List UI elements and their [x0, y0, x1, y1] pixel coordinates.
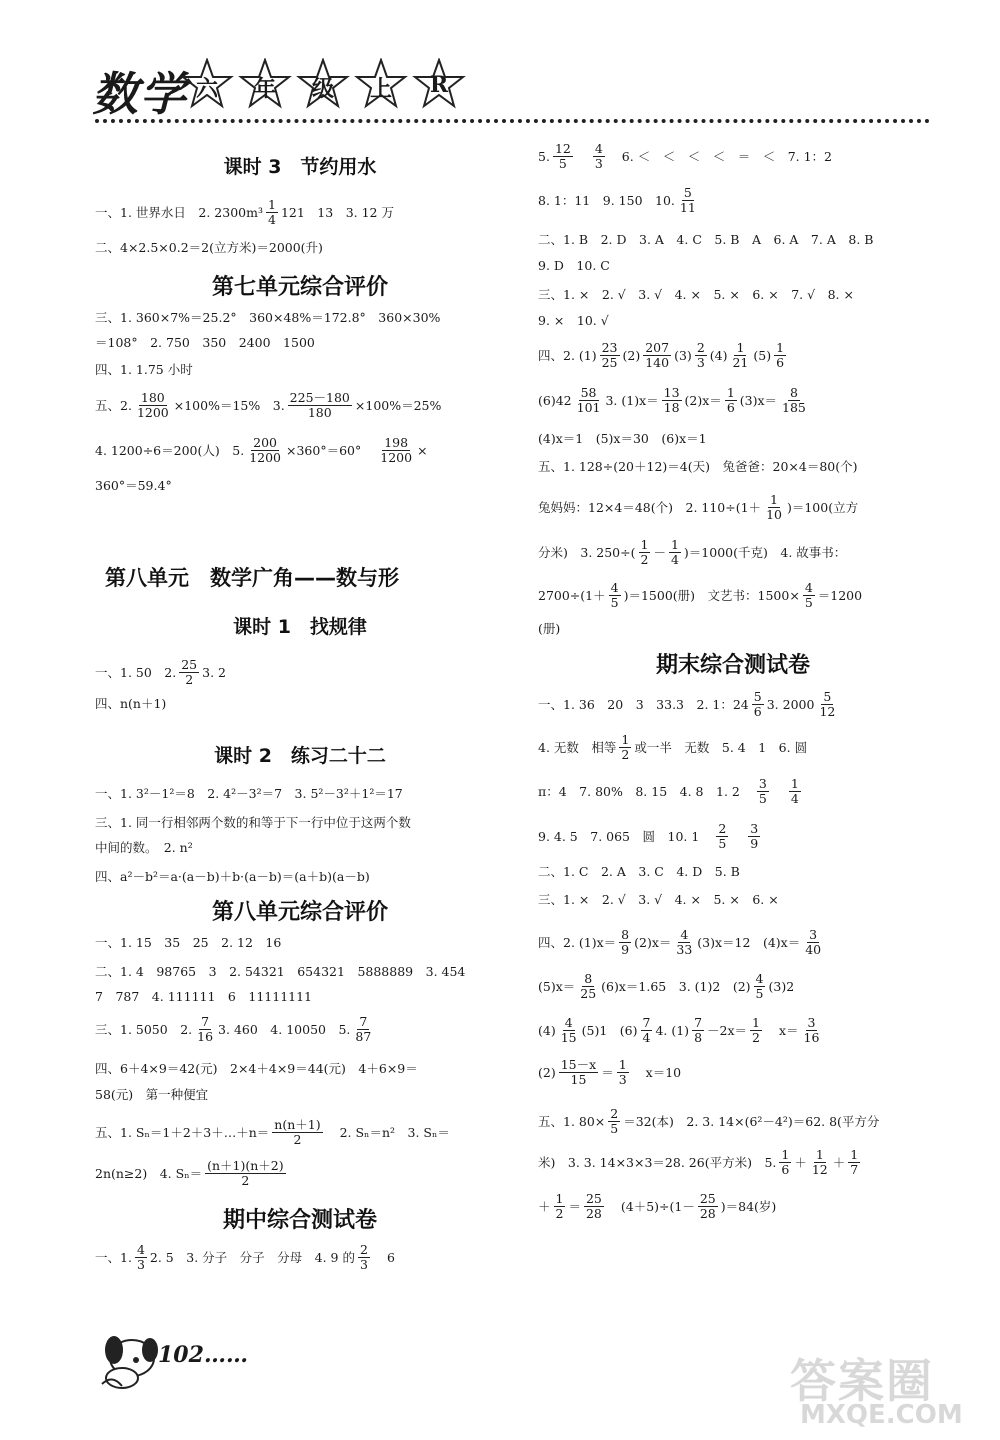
answer-line: 一、1. 世界水日 2. 2300m³ $\frac{1}{4}$ 121 13 3. 12 万	[95, 197, 394, 227]
answer-line: 二、1. B 2. D 3. A 4. C 5. B A 6. A 7. A 8. B	[538, 232, 874, 247]
star-badge	[238, 58, 292, 112]
answer-line: 58(元) 第一种便宜	[95, 1087, 209, 1102]
answer-line: 兔妈妈：12×4＝48(个) 2. 110÷(1＋ $\frac{1}{10}$ )＝100(立方	[538, 492, 859, 522]
answer-line: 三、1. 5050 2. $\frac{7}{16}$ 3. 460 4. 10050 5. $\frac{7}{87}$	[95, 1014, 372, 1044]
watermark-url: MXQE.COM	[800, 1400, 963, 1430]
answer-line: 三、1. 360×7%＝25.2° 360×48%＝172.8° 360×30%	[95, 310, 441, 325]
answer-line: 一、1. 15 35 25 2. 12 16	[95, 935, 282, 950]
answer-line: 四、a²－b²＝a·(a－b)＋b·(a－b)＝(a＋b)(a－b)	[95, 869, 370, 884]
answer-line: 二、1. 4 98765 3 2. 54321 654321 5888889 3. 454	[95, 964, 466, 979]
mascot-dog-icon	[92, 1330, 162, 1392]
section-title: 课时 2 练习二十二	[214, 745, 386, 767]
header-title: 数学	[92, 67, 188, 121]
answer-line: (4)x＝1 (5)x＝30 (6)x＝1	[538, 431, 707, 446]
answer-line: 三、1. × 2. √ 3. √ 4. × 5. × 6. × 7. √ 8. ×	[538, 287, 854, 302]
star-char: 年	[253, 76, 276, 102]
star-badge	[354, 58, 408, 112]
answer-line: 2n(n≥2) 4. Sₙ＝ $\frac{(n+1)(n+2)}{2}$	[95, 1158, 284, 1188]
answer-line: 2700÷(1＋ $\frac{4}{5}$ )＝1500(册) 文艺书：1500× $\frac{4}{5}$ ＝1200	[538, 580, 863, 610]
answer-line: ＝108° 2. 750 350 2400 1500	[95, 335, 315, 350]
answer-line: ＋ $\frac{1}{2}$ ＝ $\frac{25}{28}$ (4＋5)÷(1－ $\frac{25}{28}$ )＝84(岁)	[538, 1191, 777, 1221]
answer-line: 一、1. $\frac{4}{3}$ 2. 5 3. 分子 分子 分母 4. 9 的 $\frac{2}{3}$ 6	[95, 1242, 395, 1272]
answer-line: 5. $\frac{12}{5}$ $\frac{4}{3}$ 6. ＜ ＜ ＜ ＜ ＝ ＜ 7. 1：2	[538, 141, 833, 171]
answer-line: (5)x＝ $\frac{8}{25}$ (6)x＝1.65 3. (1)2 (2) $\frac{4}{5}$ (3)2	[538, 971, 795, 1001]
section-title: 期末综合测试卷	[655, 653, 810, 678]
section-title: 期中综合测试卷	[222, 1208, 377, 1233]
answer-line: 一、1. 50 2. $\frac{25}{2}$ 3. 2	[95, 657, 226, 687]
answer-line: 分米) 3. 250÷( $\frac{1}{2}$ － $\frac{1}{4}$ )＝1000(千克) 4. 故事书：	[538, 537, 847, 567]
answer-line: 三、1. 同一行相邻两个数的和等于下一行中位于这两个数	[95, 815, 411, 830]
answer-line: 9. 4. 5 7. 065 圆 10. 1 $\frac{2}{5}$ $\frac{3}{9}$	[538, 821, 759, 851]
section-title: 第七单元综合评价	[211, 275, 388, 300]
star-badge	[412, 58, 466, 112]
answer-line: 二、1. C 2. A 3. C 4. D 5. B	[538, 864, 740, 879]
unit-title: 第八单元 数学广角——数与形	[105, 566, 399, 590]
star-char: 六	[195, 76, 218, 102]
section-title: 课时 1 找规律	[233, 616, 367, 638]
section-title: 课时 3 节约用水	[223, 156, 377, 178]
star-badge	[180, 58, 234, 112]
answer-line: 五、1. 80× $\frac{2}{5}$ ＝32(本) 2. 3. 14×(6²－4²)＝62. 8(平方分	[538, 1106, 880, 1136]
answer-line: 7 787 4. 111111 6 11111111	[95, 989, 313, 1004]
star-badge	[296, 58, 350, 112]
header-divider	[95, 119, 930, 123]
answer-line: 4. 无数 相等 $\frac{1}{2}$ 或一半 无数 5. 4 1 6. 圆	[538, 732, 808, 762]
answer-line: (2) $\frac{15-x}{15}$ ＝ $\frac{1}{3}$ x＝10	[538, 1057, 682, 1087]
answer-line: 一、1. 36 20 3 33.3 2. 1：24 $\frac{5}{6}$ 3. 2000 $\frac{5}{12}$	[538, 689, 836, 719]
answer-line: 一、1. 3²－1²＝8 2. 4²－3²＝7 3. 5²－3²＋1²＝17	[95, 786, 403, 801]
answer-line: π：4 7. 80% 8. 15 4. 8 1. 2 $\frac{3}{5}$ $\frac{1}{4}$	[538, 776, 799, 806]
answer-line: 8. 1：11 9. 150 10. $\frac{5}{11}$	[538, 185, 696, 215]
page-number: 102……	[158, 1342, 248, 1368]
answer-line: 五、2. $\frac{180}{1200}$ ×100%＝15% 3. $\frac{225-180}{180}$ ×100%＝25%	[95, 390, 442, 420]
star-char: 上	[369, 76, 392, 102]
answer-line: 四、2. (1) $\frac{23}{25}$ (2) $\frac{207}{140}$ (3) $\frac{2}{3}$ (4) $\frac{1}{21}$ (5) $\frac{1}{6}$	[538, 340, 785, 370]
watermark-logo: 答案圈	[790, 1354, 934, 1408]
answer-line: (6)42 $\frac{58}{101}$ 3. (1)x＝ $\frac{13}{18}$ (2)x＝ $\frac{1}{6}$ (3)x＝ $\frac{8}{185}$	[538, 385, 806, 415]
answer-line: 二、4×2.5×0.2＝2(立方米)＝2000(升)	[95, 240, 323, 255]
answer-line: 米) 3. 3. 14×3×3＝28. 26(平方米) 5. $\frac{1}{6}$ ＋ $\frac{1}{12}$ ＋ $\frac{1}{7}$	[538, 1147, 859, 1177]
section-title: 第八单元综合评价	[211, 900, 388, 925]
answer-line: 四、n(n＋1)	[95, 696, 167, 711]
answer-line: 五、1. 128÷(20＋12)＝4(天) 兔爸爸：20×4＝80(个)	[538, 459, 858, 474]
answer-line: 中间的数。 2. n²	[95, 840, 193, 855]
answer-line: 360°＝59.4°	[95, 478, 172, 493]
answer-line: 4. 1200÷6＝200(人) 5. $\frac{200}{1200}$ ×360°＝60° $\frac{198}{1200}$ ×	[95, 435, 428, 465]
answer-line: 三、1. × 2. √ 3. √ 4. × 5. × 6. ×	[538, 892, 779, 907]
answer-line: (4) $\frac{4}{15}$ (5)1 (6) $\frac{7}{4}$ 4. (1) $\frac{7}{8}$ －2x＝ $\frac{1}{2}$ x＝ $\frac{3}{16}$	[538, 1015, 820, 1045]
answer-line: 四、2. (1)x＝ $\frac{8}{9}$ (2)x＝ $\frac{4}{33}$ (3)x＝12 (4)x＝ $\frac{3}{40}$	[538, 927, 822, 957]
star-char: 级	[311, 76, 334, 102]
grade-stars	[180, 58, 466, 112]
answer-line: 四、1. 1.75 小时	[95, 362, 193, 377]
answer-line: 四、6＋4×9＝42(元) 2×4＋4×9＝44(元) 4＋6×9＝	[95, 1061, 418, 1076]
answer-line: 五、1. Sₙ＝1＋2＋3＋…＋n＝ $\frac{n(n+1)}{2}$ 2. Sₙ＝n² 3. Sₙ＝	[95, 1117, 450, 1147]
star-char: R	[429, 72, 449, 98]
answer-line: 9. D 10. C	[538, 258, 610, 273]
answer-line: 9. × 10. √	[538, 313, 609, 328]
answer-line: (册)	[538, 621, 561, 636]
